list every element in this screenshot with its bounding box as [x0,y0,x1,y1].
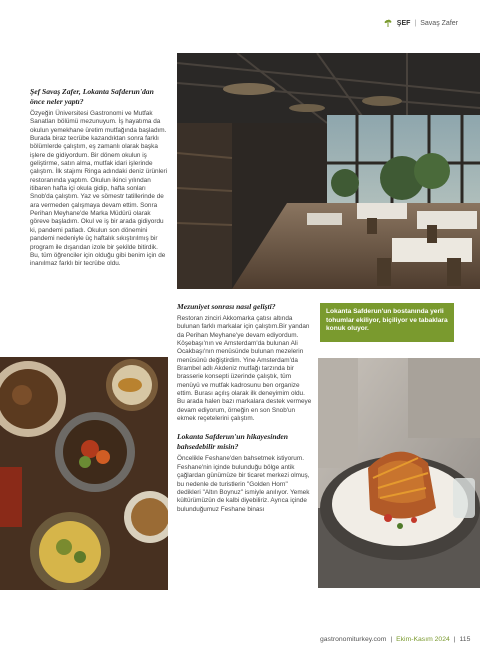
footer-separator: | [453,636,456,643]
answer-paragraph-2: Restoran zinciri Akkomarka çatısı altında bulunan farklı markalar için çalıştım.Bir yandan da Perihan Meyhane'ye devam ediyordum. Köşebaşı'nın ve Amsterdam'da bulunan Ali Ocakbaşı'nın menüsünde bulunan mezelerin menüsünü değiştirdim. Yine Amsterdam'da Brambel adlı Akdeniz mutfağı tarzında bir brasserie konsepti üzerinde çalıştık, tüm menüyü ve mutfak kadrosunu ben organize ettim. Burası açılış olarak ilk deneyimim oldu. Bu arada halen bazı markalara destek vermeye devam ediyorum, örneğin en son Snob'un ekmek reçetelerini çalıştım. [177,315,312,423]
chef-name: Savaş Zafer [420,19,458,27]
question-heading-1: Şef Savaş Zafer, Lokanta Safderun'dan önce neler yaptı? [30,87,154,106]
dishes-overhead-photo [0,357,168,590]
question-heading-3: Lokanta Safderun'un hikayesinden bahsedebilir misin? [177,432,288,452]
article-column-2 [177,302,313,514]
page-number: 115 [459,636,471,643]
issue-date: Ekim-Kasım 2024 [396,636,450,643]
leaf-icon [383,18,393,28]
restaurant-interior-photo [177,53,480,289]
page-header [383,18,458,28]
page-footer [320,636,470,643]
article-column-1 [30,87,168,269]
answer-paragraph-1: Özyeğin Üniversitesi Gastronomi ve Mutfak Sanatları bölümü mezunuyum. İş hayatıma da okulun yemekhane üretim mutfağında başladım. Burada biraz tecrübe kazandıktan sonra farklı bölümlerde çalıştım, eş zamanlı olarak başka işlere de gidiyordum. Bir dönem okulun iş geliştirme, satın alma, mutfak idari işlerinde çalıştım. İlk stajımı Ringa adındaki deniz ürünleri restoranında yaptım. Okulun ikinci yılından itibaren hafta içi okula gidip, hafta sonları Snob'da çalıştım. Yaz ve sömestr tatillerinde de ara vermeden çalışmaya devam ettim. Sonra Perihan Meyhane'de Marka Müdürü olarak göreve başladım. Okul ve iş bir arada gidiyordu ki, pandemi patladı. Okulun son dönemini pandemi nedeniyle üç haftalık sıkıştırılmış bir program ile dışarıdan izole bir şekilde bitirdik. Bu, tüm öğrenciler için olduğu gibi benim için de inanılmaz farklı bir tecrübe oldu. [30,110,168,268]
section-label: ŞEF [396,19,411,27]
question-heading-2: Mezuniyet sonrası nasıl gelişti? [177,302,276,311]
site-link[interactable]: gastronomiturkey.com [320,636,387,643]
photo-caption: Lokanta Safderun'un bostanında yerli tohumlar ekiliyor, biçiliyor ve tabaklara konuk oluyor. [320,303,454,342]
answer-paragraph-3: Öncelikle Feshane'den bahsetmek istiyorum. Feshane'nin içinde bulunduğu bölge antik çağlardan günümüze bir ticaret merkezi olmuş, bu nedenle de turistlerin "Golden Horn" dedikleri "Altın Boynuz" ismiyle anılıyor. Yemek kültürümüzün de kalbi diyebiliriz. Ayrıca içinde bulunduğumuz Feshane binası [177,455,310,513]
footer-separator: | [390,636,393,643]
plated-dish-photo [318,358,480,588]
header-separator: | [414,19,417,27]
